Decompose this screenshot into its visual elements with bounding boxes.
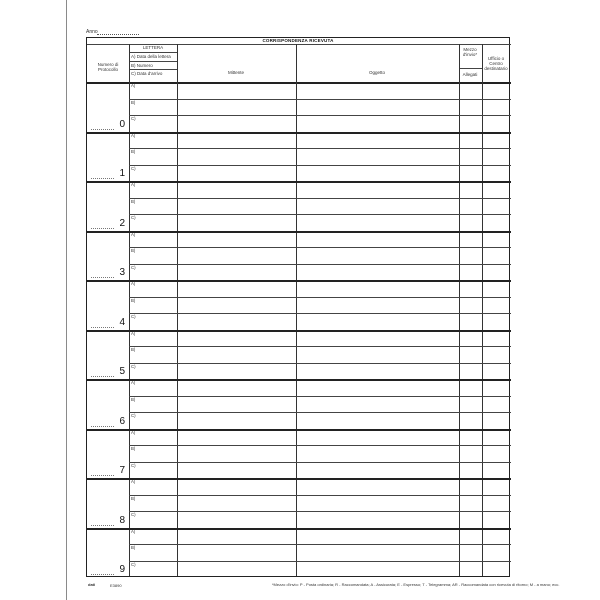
row-label: A) [131, 479, 136, 484]
subrow-divider [129, 495, 511, 496]
row-label: B) [131, 248, 136, 253]
record-number: 4 [119, 316, 125, 328]
record-number-line [91, 574, 114, 575]
record-divider [87, 528, 511, 530]
record-number: 5 [119, 366, 125, 377]
column-divider [177, 44, 178, 576]
row-label: B) [131, 495, 136, 501]
record-number: 0 [119, 118, 125, 130]
column-divider [459, 44, 460, 576]
record-number: 7 [119, 465, 125, 476]
record-number-line [91, 178, 114, 179]
row-label: B) [131, 198, 136, 204]
record-divider [87, 280, 511, 282]
row-label: A) [131, 380, 136, 385]
row-label: C) [131, 264, 136, 270]
record-number-line [91, 327, 114, 328]
record-number-line [91, 376, 114, 377]
subrow-divider [129, 99, 511, 100]
subrow-divider [129, 264, 511, 265]
subrow-divider [129, 561, 511, 562]
row-label: A) [131, 281, 136, 286]
row-label: C) [131, 165, 136, 171]
record-number-line [91, 525, 114, 526]
form-title: CORRISPONDENZA RICEVUTA [262, 38, 334, 43]
lettera-divider [129, 52, 177, 53]
row-label: B) [131, 446, 136, 451]
subrow-divider [129, 346, 511, 347]
subrow-divider [129, 165, 511, 166]
subrow-divider [129, 247, 511, 248]
record-divider [87, 132, 511, 134]
column-header-lettera-c: C) Data d'arrivo [131, 71, 163, 76]
row-label: C) [131, 561, 136, 567]
column-header-lettera-a: A) Data della lettera [131, 54, 171, 59]
row-label: A) [131, 83, 136, 88]
subrow-divider [129, 363, 511, 364]
record-divider [87, 478, 511, 480]
record-divider [87, 379, 511, 381]
register-form [86, 37, 510, 577]
row-label: C) [131, 413, 136, 418]
record-number: 6 [119, 415, 125, 427]
header-divider [87, 82, 511, 84]
subrow-divider [129, 544, 511, 545]
column-header-ufficio: Ufficio o Centro destinatario [484, 56, 508, 72]
footer-code: E3890 [110, 583, 122, 588]
lettera-a-divider [129, 61, 177, 62]
column-header-oggetto: Oggetto [368, 70, 385, 75]
subrow-divider [129, 297, 511, 298]
binding-margin-line [66, 0, 67, 600]
row-label: C) [131, 462, 136, 468]
column-divider [296, 44, 297, 576]
row-label: A) [131, 528, 136, 534]
row-label: B) [131, 99, 136, 105]
record-number-line [91, 475, 114, 476]
row-label: B) [131, 297, 136, 303]
subrow-divider [129, 396, 511, 397]
row-label: A) [131, 231, 136, 237]
column-header-allegati: Allegati [462, 72, 478, 77]
column-divider [482, 44, 483, 576]
lettera-b-divider [129, 69, 177, 70]
anno-field[interactable] [97, 34, 139, 35]
record-number: 1 [119, 168, 125, 179]
row-label: C) [131, 215, 136, 220]
column-header-lettera: LETTERA [142, 45, 164, 50]
footer-legend: *Mezzo d'invio: P - Posta ordinaria; R - Raccomandata; A - Assicurata; E - Espresso; T - Telegramma; AR - Raccomandata con ricevuta di ritorno; M - a mano; ecc. [272, 582, 560, 587]
subrow-divider [129, 462, 511, 463]
record-divider [87, 181, 511, 183]
subrow-divider [129, 511, 511, 512]
column-header-mezzo: Mezzo d'invio* [462, 47, 478, 58]
subrow-divider [129, 445, 511, 446]
column-divider [129, 44, 130, 576]
mezzo-divider [459, 68, 482, 69]
subrow-divider [129, 412, 511, 413]
record-divider [87, 330, 511, 332]
row-label: C) [131, 314, 136, 319]
row-label: B) [131, 347, 136, 352]
column-header-numero: Numero di Protocollo [97, 62, 119, 73]
record-number-line [91, 277, 114, 278]
subrow-divider [129, 148, 511, 149]
record-number: 8 [119, 514, 125, 526]
row-label: A) [131, 132, 136, 138]
record-divider [87, 231, 511, 233]
record-number: 9 [119, 564, 125, 575]
column-header-mittente: Mittente [227, 70, 244, 75]
column-header-lettera-b: B) Numero [131, 63, 153, 68]
footer-brand: dati [88, 582, 96, 587]
title-divider [87, 44, 511, 45]
row-label: C) [131, 512, 136, 517]
record-number-line [91, 228, 114, 229]
subrow-divider [129, 198, 511, 199]
record-number: 3 [119, 267, 125, 278]
row-label: C) [131, 363, 136, 369]
row-label: B) [131, 149, 136, 154]
anno-label: Anno [86, 29, 98, 35]
record-number-line [91, 426, 114, 427]
row-label: A) [131, 330, 136, 336]
row-label: C) [131, 116, 136, 121]
record-divider [87, 429, 511, 431]
row-label: A) [131, 429, 136, 435]
row-label: B) [131, 396, 136, 402]
subrow-divider [129, 214, 511, 215]
subrow-divider [129, 313, 511, 314]
subrow-divider [129, 115, 511, 116]
record-number-line [91, 129, 114, 130]
row-label: B) [131, 545, 136, 550]
row-label: A) [131, 182, 136, 187]
record-number: 2 [119, 217, 125, 229]
